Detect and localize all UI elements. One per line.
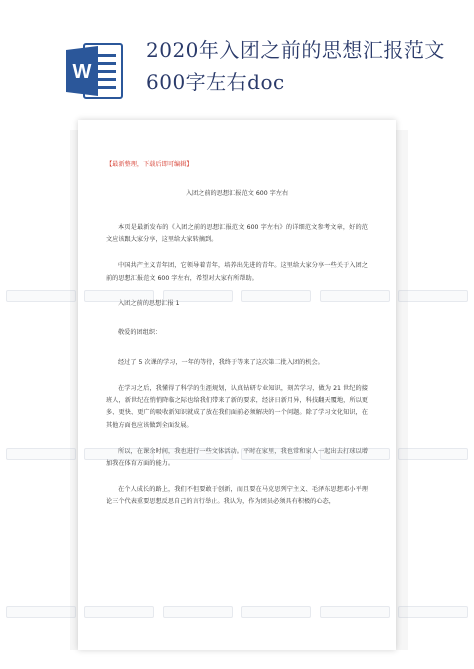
word-icon-letter: W — [72, 61, 92, 83]
watermark — [320, 606, 390, 618]
watermark — [398, 606, 468, 618]
watermark — [163, 448, 233, 460]
watermark — [84, 448, 154, 460]
document-title: 入团之前的思想汇报范文 600 字左右 — [185, 190, 289, 197]
watermark — [241, 290, 311, 302]
body-paragraph-2: 在学习之后，我懂得了科学的生涯规划，认真钻研专业知识，刻苦学习，做为 21 世纪的接班人，新世纪在悄悄降临之际也给我们带来了新的要求，经济日新月异，科技翻天覆地，所以更多、更快、更广的吸收新知识就成了放在我们面前必须解决的一个问题。除了学习文化知识，在其他方面也应该做到全面发展。 — [106, 385, 368, 429]
body-paragraph-4: 在个人成长的路上，我们不但要敢于创新，而且要在马克思列宁主义、毛泽东思想邓小平理论三个代表重要思想反思自己的言行举止。我认为，作为团员必须具有积极的心态， — [106, 486, 368, 506]
watermark — [6, 606, 76, 618]
document-content — [106, 160, 368, 523]
body-paragraph-3: 所以，在课余时间，我也进行一些文体活动。平时在家里，我也常和家人一起出去打球以增加我在体育方面的能力。 — [106, 447, 368, 468]
watermark-row — [0, 606, 474, 620]
salutation: 敬爱的团组织： — [118, 328, 162, 336]
watermark — [241, 606, 311, 618]
word-document-icon — [64, 40, 126, 102]
page-title: 2020年入团之前的思想汇报范文600字左右doc — [146, 38, 445, 94]
watermark — [163, 606, 233, 618]
watermark — [320, 290, 390, 302]
document-page — [78, 120, 396, 650]
watermark — [320, 448, 390, 460]
download-notice: 【最新整理，下载后即可编辑】 — [106, 161, 193, 168]
watermark — [398, 448, 468, 460]
watermark-row — [0, 448, 474, 462]
watermark — [163, 290, 233, 302]
intro-paragraph-2: 中国共产主义青年团，它领导着青年，培养出先进的青年。这里给大家分享一些关于入团之前的思想汇报范文 600 字左右，希望对大家有所帮助。 — [106, 262, 368, 282]
page-header — [0, 0, 474, 112]
watermark — [84, 290, 154, 302]
body-paragraph-1: 经过了 5 次课的学习，一年的等待，我终于等来了这次第二批入团的机会。 — [118, 358, 324, 366]
watermark — [241, 448, 311, 460]
intro-paragraph-1: 本页是最新发布的《入团之前的思想汇报范文 600 字左右》的详细范文参考文章，好的范文应该跟大家分享，这里给大家转摘到。 — [106, 224, 368, 244]
watermark — [6, 290, 76, 302]
watermark — [398, 290, 468, 302]
watermark-row — [0, 290, 474, 304]
watermark — [84, 606, 154, 618]
watermark — [6, 448, 76, 460]
section-heading: 入团之前的思想汇报 1 — [118, 299, 180, 307]
